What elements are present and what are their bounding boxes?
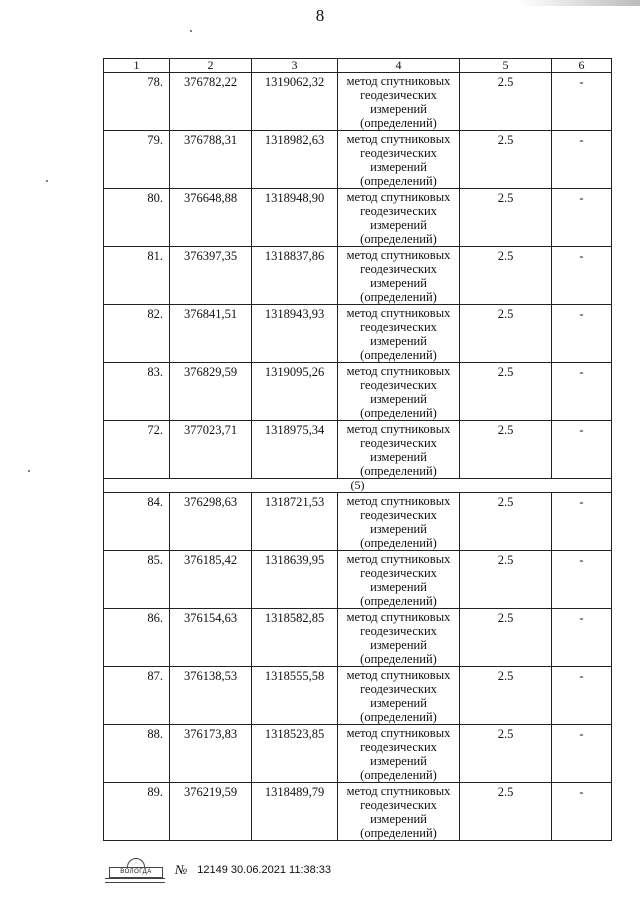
table-row	[104, 725, 612, 783]
accuracy-cell	[460, 305, 552, 363]
method-line: измерений	[370, 580, 427, 594]
point-number: 79.	[147, 133, 163, 147]
method-line: геодезических	[360, 436, 437, 450]
method-line: геодезических	[360, 682, 437, 696]
method-line: метод спутниковых	[346, 726, 451, 740]
table-header-row	[104, 59, 612, 73]
stamp-text: ВОЛОГДА	[109, 867, 163, 878]
coordinate-x-cell	[170, 247, 252, 305]
description: -	[579, 611, 584, 625]
accuracy-cell	[460, 189, 552, 247]
point-number-cell	[104, 189, 170, 247]
method-cell	[338, 73, 460, 131]
method-line: геодезических	[360, 624, 437, 638]
accuracy: 2.5	[497, 423, 514, 437]
method-line: измерений	[370, 102, 427, 116]
coordinate-x-cell	[170, 783, 252, 841]
column-header: 5	[460, 59, 552, 73]
column-header: 4	[338, 59, 460, 73]
section-row	[104, 479, 612, 493]
method-cell	[338, 363, 460, 421]
description: -	[579, 669, 584, 683]
table-row	[104, 493, 612, 551]
coordinate-y: 1318523,85	[264, 727, 325, 741]
coordinate-y-cell	[252, 73, 338, 131]
coordinate-x-cell	[170, 551, 252, 609]
coordinate-x: 377023,71	[183, 423, 238, 437]
method-line: (определений)	[360, 116, 437, 130]
coordinate-y: 1319095,26	[264, 365, 325, 379]
coordinate-x-cell	[170, 363, 252, 421]
description-cell	[552, 421, 612, 479]
accuracy: 2.5	[497, 75, 514, 89]
method-line: геодезических	[360, 88, 437, 102]
method-line: метод спутниковых	[346, 132, 451, 146]
method-line: геодезических	[360, 798, 437, 812]
coordinate-y-cell	[252, 421, 338, 479]
column-header: 6	[552, 59, 612, 73]
coordinate-y: 1318489,79	[264, 785, 325, 799]
accuracy: 2.5	[497, 727, 514, 741]
description-cell	[552, 783, 612, 841]
page-number: 8	[315, 6, 325, 25]
coordinate-x: 376788,31	[183, 133, 238, 147]
method-line: геодезических	[360, 740, 437, 754]
coordinate-x-cell	[170, 421, 252, 479]
coordinate-y: 1318582,85	[264, 611, 325, 625]
accuracy-cell	[460, 131, 552, 189]
method-line: метод спутниковых	[346, 422, 451, 436]
point-number-cell	[104, 725, 170, 783]
coordinate-y-cell	[252, 493, 338, 551]
registration-number-date: 12149 30.06.2021 11:38:33	[197, 864, 332, 876]
method-line: метод спутниковых	[346, 494, 451, 508]
accuracy-cell	[460, 551, 552, 609]
coordinate-y: 1318948,90	[264, 191, 325, 205]
coordinate-y-cell	[252, 189, 338, 247]
method-line: измерений	[370, 334, 427, 348]
method-line: геодезических	[360, 262, 437, 276]
coordinate-x: 376154,63	[183, 611, 238, 625]
description-cell	[552, 551, 612, 609]
coordinate-x: 376782,22	[183, 75, 238, 89]
coordinate-y: 1318943,93	[264, 307, 325, 321]
description-cell	[552, 73, 612, 131]
coordinate-x-cell	[170, 725, 252, 783]
method-line: измерений	[370, 160, 427, 174]
accuracy: 2.5	[497, 669, 514, 683]
coordinate-x-cell	[170, 131, 252, 189]
description-cell	[552, 131, 612, 189]
point-number: 85.	[147, 553, 163, 567]
point-number-cell	[104, 73, 170, 131]
description: -	[579, 423, 584, 437]
point-number: 84.	[147, 495, 163, 509]
description-cell	[552, 725, 612, 783]
coordinate-y-cell	[252, 363, 338, 421]
point-number-cell	[104, 609, 170, 667]
coordinate-x: 376397,35	[183, 249, 238, 263]
accuracy-cell	[460, 363, 552, 421]
method-cell	[338, 783, 460, 841]
accuracy: 2.5	[497, 191, 514, 205]
method-line: измерений	[370, 638, 427, 652]
accuracy: 2.5	[497, 553, 514, 567]
method-line: метод спутниковых	[346, 248, 451, 262]
method-line: метод спутниковых	[346, 552, 451, 566]
method-cell	[338, 131, 460, 189]
method-line: (определений)	[360, 464, 437, 478]
description-cell	[552, 667, 612, 725]
coordinate-x: 376298,63	[183, 495, 238, 509]
method-line: метод спутниковых	[346, 610, 451, 624]
method-line: геодезических	[360, 378, 437, 392]
point-number-cell	[104, 421, 170, 479]
method-cell	[338, 189, 460, 247]
description: -	[579, 249, 584, 263]
accuracy: 2.5	[497, 611, 514, 625]
description: -	[579, 75, 584, 89]
method-cell	[338, 493, 460, 551]
accuracy-cell	[460, 667, 552, 725]
table-row	[104, 73, 612, 131]
method-line: метод спутниковых	[346, 784, 451, 798]
table-row	[104, 551, 612, 609]
coordinate-x: 376648,88	[183, 191, 238, 205]
table-row	[104, 421, 612, 479]
point-number: 89.	[147, 785, 163, 799]
scan-speck	[190, 30, 192, 32]
coordinate-x-cell	[170, 189, 252, 247]
coordinate-y: 1318721,53	[264, 495, 325, 509]
coordinate-y: 1318982,63	[264, 133, 325, 147]
method-cell	[338, 725, 460, 783]
point-number-cell	[104, 783, 170, 841]
method-line: измерений	[370, 696, 427, 710]
description: -	[579, 785, 584, 799]
coordinate-x-cell	[170, 609, 252, 667]
coordinates-table	[103, 58, 612, 841]
method-line: (определений)	[360, 594, 437, 608]
coordinate-x: 376829,59	[183, 365, 238, 379]
point-number-cell	[104, 551, 170, 609]
method-line: (определений)	[360, 406, 437, 420]
scan-speck	[46, 180, 48, 182]
coordinate-y: 1318975,34	[264, 423, 325, 437]
method-line: (определений)	[360, 232, 437, 246]
method-line: геодезических	[360, 566, 437, 580]
column-header: 1	[104, 59, 170, 73]
coordinate-y-cell	[252, 783, 338, 841]
coordinate-y-cell	[252, 725, 338, 783]
accuracy-cell	[460, 725, 552, 783]
point-number: 88.	[147, 727, 163, 741]
description-cell	[552, 493, 612, 551]
method-cell	[338, 551, 460, 609]
method-cell	[338, 609, 460, 667]
method-line: измерений	[370, 754, 427, 768]
table-row	[104, 189, 612, 247]
point-number: 86.	[147, 611, 163, 625]
method-cell	[338, 305, 460, 363]
method-line: измерений	[370, 276, 427, 290]
accuracy-cell	[460, 421, 552, 479]
coordinate-y-cell	[252, 609, 338, 667]
table-row	[104, 667, 612, 725]
accuracy: 2.5	[497, 495, 514, 509]
method-line: метод спутниковых	[346, 306, 451, 320]
table-row	[104, 131, 612, 189]
coordinate-y: 1319062,32	[264, 75, 325, 89]
method-line: (определений)	[360, 652, 437, 666]
building-stamp-logo	[105, 858, 165, 882]
table-row	[104, 609, 612, 667]
point-number: 80.	[147, 191, 163, 205]
scan-speck	[28, 470, 30, 472]
method-line: метод спутниковых	[346, 74, 451, 88]
method-line: метод спутниковых	[346, 668, 451, 682]
accuracy: 2.5	[497, 249, 514, 263]
method-line: метод спутниковых	[346, 364, 451, 378]
description: -	[579, 365, 584, 379]
accuracy-cell	[460, 609, 552, 667]
coordinate-x: 376138,53	[183, 669, 238, 683]
method-line: геодезических	[360, 508, 437, 522]
accuracy: 2.5	[497, 307, 514, 321]
point-number-cell	[104, 247, 170, 305]
point-number-cell	[104, 131, 170, 189]
accuracy-cell	[460, 247, 552, 305]
point-number-cell	[104, 305, 170, 363]
method-line: (определений)	[360, 768, 437, 782]
table-row	[104, 783, 612, 841]
description: -	[579, 727, 584, 741]
coordinate-y: 1318555,58	[264, 669, 325, 683]
method-cell	[338, 421, 460, 479]
section-label: (5)	[104, 479, 612, 493]
description: -	[579, 553, 584, 567]
point-number: 82.	[147, 307, 163, 321]
point-number: 83.	[147, 365, 163, 379]
accuracy-cell	[460, 73, 552, 131]
point-number-cell	[104, 493, 170, 551]
method-line: измерений	[370, 450, 427, 464]
accuracy: 2.5	[497, 365, 514, 379]
method-line: измерений	[370, 812, 427, 826]
method-line: (определений)	[360, 826, 437, 840]
table-row	[104, 363, 612, 421]
description: -	[579, 495, 584, 509]
method-cell	[338, 667, 460, 725]
method-line: метод спутниковых	[346, 190, 451, 204]
method-line: (определений)	[360, 536, 437, 550]
point-number: 72.	[147, 423, 163, 437]
coordinate-x-cell	[170, 73, 252, 131]
coordinate-y-cell	[252, 305, 338, 363]
method-line: геодезических	[360, 146, 437, 160]
description: -	[579, 307, 584, 321]
coordinate-y-cell	[252, 667, 338, 725]
accuracy: 2.5	[497, 785, 514, 799]
number-sign: №	[175, 862, 188, 877]
method-line: (определений)	[360, 290, 437, 304]
coordinate-x: 376219,59	[183, 785, 238, 799]
coordinate-x: 376841,51	[183, 307, 238, 321]
point-number: 87.	[147, 669, 163, 683]
accuracy-cell	[460, 783, 552, 841]
table-row	[104, 305, 612, 363]
method-line: измерений	[370, 218, 427, 232]
point-number-cell	[104, 363, 170, 421]
column-header: 3	[252, 59, 338, 73]
coordinate-x-cell	[170, 493, 252, 551]
method-line: (определений)	[360, 174, 437, 188]
description: -	[579, 191, 584, 205]
description-cell	[552, 247, 612, 305]
coordinate-x-cell	[170, 305, 252, 363]
point-number: 81.	[147, 249, 163, 263]
description-cell	[552, 189, 612, 247]
coordinate-x: 376173,83	[183, 727, 238, 741]
table-row	[104, 247, 612, 305]
method-line: геодезических	[360, 320, 437, 334]
coordinate-y: 1318837,86	[264, 249, 325, 263]
coordinate-y-cell	[252, 551, 338, 609]
point-number-cell	[104, 667, 170, 725]
description-cell	[552, 305, 612, 363]
method-line: измерений	[370, 392, 427, 406]
method-cell	[338, 247, 460, 305]
description-cell	[552, 363, 612, 421]
method-line: измерений	[370, 522, 427, 536]
point-number: 78.	[147, 75, 163, 89]
method-line: (определений)	[360, 710, 437, 724]
accuracy: 2.5	[497, 133, 514, 147]
coordinate-y: 1318639,95	[264, 553, 325, 567]
registration-footer	[105, 858, 331, 882]
description-cell	[552, 609, 612, 667]
coordinate-y-cell	[252, 131, 338, 189]
accuracy-cell	[460, 493, 552, 551]
description: -	[579, 133, 584, 147]
coordinate-y-cell	[252, 247, 338, 305]
coordinate-x: 376185,42	[183, 553, 238, 567]
column-header: 2	[170, 59, 252, 73]
method-line: (определений)	[360, 348, 437, 362]
coordinate-x-cell	[170, 667, 252, 725]
method-line: геодезических	[360, 204, 437, 218]
